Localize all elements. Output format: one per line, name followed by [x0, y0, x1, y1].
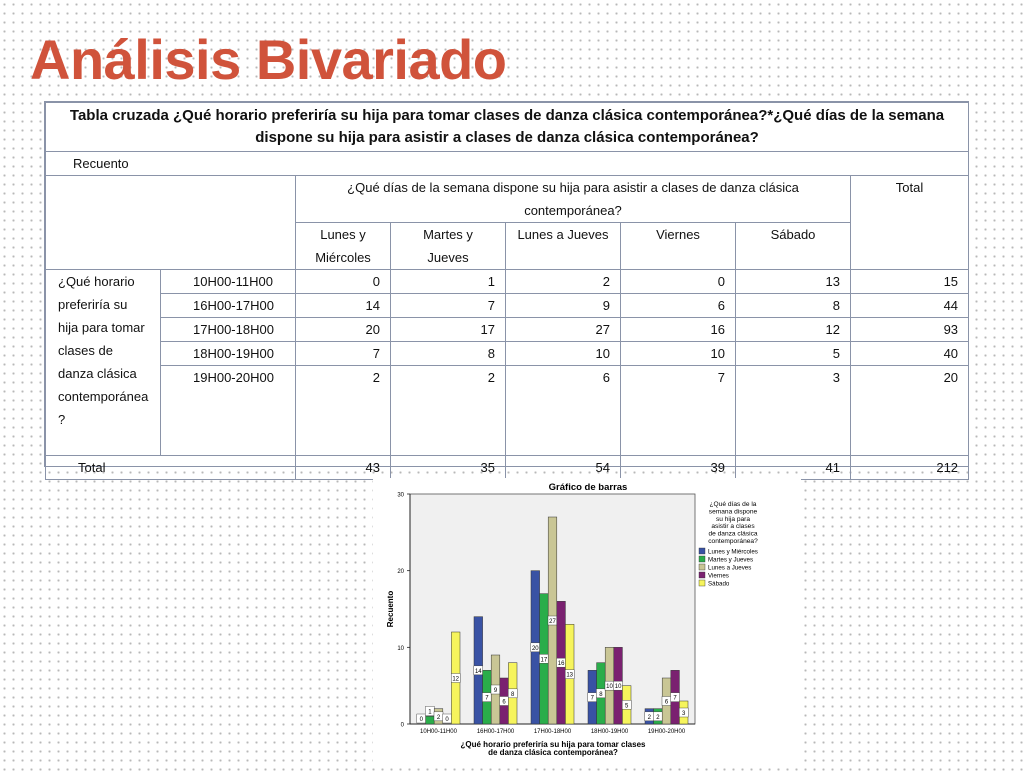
row-total: 15	[851, 270, 969, 294]
column-total: 41	[736, 456, 851, 480]
column-header-5: Sábado	[736, 223, 851, 270]
table-cell: 16	[621, 318, 736, 342]
table-cell: 12	[736, 318, 851, 342]
data-label: 2	[436, 714, 441, 721]
data-label: 9	[493, 688, 498, 694]
legend-swatch	[699, 564, 705, 570]
column-variable-label: ¿Qué días de la semana dispone su hija para asistir a clases de danza clásica contemporánea?	[296, 176, 851, 223]
table-cell: 7	[621, 366, 736, 456]
data-label: 17	[540, 657, 548, 664]
count-label: Recuento	[46, 152, 969, 176]
x-tick-label: 19H00-20H00	[647, 729, 686, 735]
bar-chart-container	[373, 478, 801, 768]
table-row	[46, 318, 969, 342]
data-label: 0	[445, 717, 449, 723]
header-corner	[46, 176, 296, 270]
column-header-2: Martes y Jueves	[391, 223, 506, 270]
row-total: 40	[851, 342, 969, 366]
table-row	[46, 366, 969, 456]
x-axis-label-line: de danza clásica contemporánea?	[488, 748, 618, 757]
data-label: 10	[606, 684, 613, 691]
data-label: 2	[647, 714, 651, 721]
x-axis-label	[461, 740, 647, 757]
table-row	[46, 294, 969, 318]
data-label: 8	[511, 691, 515, 698]
data-label: 16	[557, 661, 565, 668]
legend-swatch	[699, 572, 705, 578]
legend-label: Martes y Jueves	[708, 556, 754, 564]
bar-chart	[373, 478, 801, 768]
table-cell: 9	[506, 294, 621, 318]
x-tick-label: 17H00-18H00	[533, 729, 572, 735]
row-total: 44	[851, 294, 969, 318]
totals-label: Total	[46, 456, 296, 480]
table-cell: 2	[391, 366, 506, 456]
table-cell: 8	[391, 342, 506, 366]
table-cell: 2	[296, 366, 391, 456]
table-cell: 27	[506, 318, 621, 342]
data-label: 7	[590, 695, 594, 702]
chart-legend	[699, 501, 758, 588]
table-cell: 1	[391, 270, 506, 294]
legend-title: ¿Qué días de la semana dispone su hija para asistir a clases de danza clásica contemporánea?	[708, 501, 758, 545]
data-label: 10	[614, 684, 622, 691]
crosstab-table-container	[44, 101, 969, 475]
y-axis-label: Recuento	[386, 590, 395, 628]
row-label: 16H00-17H00	[161, 294, 296, 318]
data-label: 1	[428, 709, 432, 716]
data-label: 20	[531, 645, 539, 652]
table-cell: 0	[296, 270, 391, 294]
table-cell: 14	[296, 294, 391, 318]
row-variable-label: ¿Qué horario preferiría su hija para tomar clases de danza clásica contemporánea ?	[46, 270, 161, 456]
table-cell: 7	[296, 342, 391, 366]
slide-title: Análisis Bivariado	[30, 28, 507, 91]
legend-swatch	[699, 556, 705, 562]
table-cell: 3	[736, 366, 851, 456]
legend-label: Lunes a Jueves	[708, 564, 752, 572]
table-cell: 6	[506, 366, 621, 456]
row-label: 10H00-11H00	[161, 270, 296, 294]
table-cell: 0	[621, 270, 736, 294]
data-label: 7	[673, 695, 677, 702]
x-tick-label: 18H00-19H00	[590, 729, 629, 735]
data-label: 6	[502, 699, 506, 706]
data-label: 7	[485, 695, 489, 702]
legend-swatch	[699, 548, 705, 554]
table-cell: 7	[391, 294, 506, 318]
column-header-3: Lunes a Jueves	[506, 223, 621, 270]
y-tick-label: 0	[400, 722, 404, 729]
table-cell: 10	[621, 342, 736, 366]
data-label: 2	[656, 714, 660, 721]
data-label: 27	[549, 619, 556, 625]
legend-label: Viernes	[708, 572, 729, 580]
column-total: 35	[391, 456, 506, 480]
table-cell: 10	[506, 342, 621, 366]
table-cell: 13	[736, 270, 851, 294]
data-label: 0	[419, 717, 423, 723]
row-label: 19H00-20H00	[161, 366, 296, 456]
column-header-4: Viernes	[621, 223, 736, 270]
column-header-1: Lunes y Miércoles	[296, 223, 391, 270]
table-cell: 6	[621, 294, 736, 318]
table-row	[46, 342, 969, 366]
x-axis-ticks	[420, 729, 686, 735]
legend-label: Lunes y Miércoles	[708, 548, 758, 556]
total-column-header: Total	[851, 176, 969, 270]
table-cell: 2	[506, 270, 621, 294]
x-tick-label: 10H00-11H00	[420, 729, 457, 735]
bar	[426, 716, 435, 724]
table-cell: 5	[736, 342, 851, 366]
table-row	[46, 270, 969, 294]
row-total: 20	[851, 366, 969, 456]
x-axis-label-line: ¿Qué horario preferiría su hija para tomar clases	[460, 740, 646, 749]
data-label: 12	[452, 676, 460, 683]
legend-swatch	[699, 580, 705, 586]
data-label: 8	[599, 691, 603, 698]
legend-label: Sábado	[708, 580, 730, 588]
totals-row	[46, 456, 969, 480]
y-tick-label: 10	[397, 645, 404, 652]
row-label: 18H00-19H00	[161, 342, 296, 366]
data-label: 6	[664, 699, 669, 706]
column-total: 43	[296, 456, 391, 480]
data-label: 14	[474, 668, 482, 675]
x-tick-label: 16H00-17H00	[476, 729, 515, 735]
row-label: 17H00-18H00	[161, 318, 296, 342]
data-label: 3	[682, 711, 686, 717]
row-total: 93	[851, 318, 969, 342]
column-total: 54	[506, 456, 621, 480]
data-label: 5	[625, 703, 629, 710]
y-axis-ticks	[397, 493, 410, 729]
table-cell: 20	[296, 318, 391, 342]
crosstab-table	[45, 102, 969, 480]
column-total: 39	[621, 456, 736, 480]
y-tick-label: 20	[397, 569, 404, 576]
table-cell: 8	[736, 294, 851, 318]
chart-title: Gráfico de barras	[548, 482, 628, 493]
table-caption: Tabla cruzada ¿Qué horario preferiría su hija para tomar clases de danza clásica contemporánea?*¿Qué días de la semana dispone su hija para asistir a clases de danza clásica contemporánea?	[46, 103, 969, 152]
table-cell: 17	[391, 318, 506, 342]
grand-total: 212	[851, 456, 969, 480]
data-label: 13	[566, 672, 574, 679]
y-tick-label: 30	[397, 492, 404, 499]
